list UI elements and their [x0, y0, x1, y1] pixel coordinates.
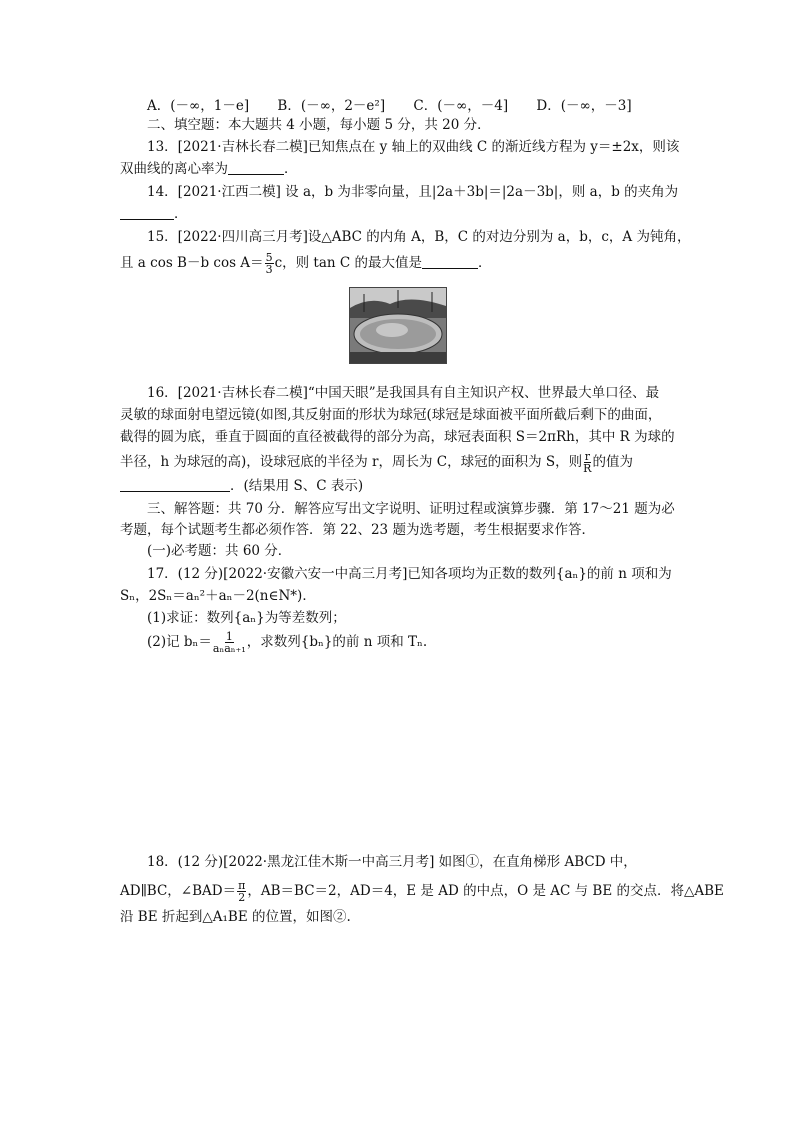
q12-options: [147, 97, 632, 115]
q18-line3: 沿 BE 折起到△A₁BE 的位置，如图②.: [120, 909, 351, 925]
q17-part2-post: ，求数列{bₙ}的前 n 项和 Tₙ.: [246, 634, 428, 650]
q13-line2: 双曲线的离心率为 ．: [120, 161, 298, 177]
q17-line1: 17．(12 分)[2022·安徽六安一中高三月考]已知各项均为正数的数列{aₙ}的前 n 项和为: [147, 566, 672, 582]
q16-fraction: [583, 451, 591, 474]
q18-text-post: ，AB＝BC＝2，AD＝4，E 是 AD 的中点，O 是 AC 与 BE 的交点．将△ABE: [247, 883, 724, 899]
q16-answer-blank: [120, 478, 230, 492]
q17-frac-den: aₙaₙ₊₁: [212, 642, 246, 655]
q13-line1: 13．[2021·吉林长春二模]已知焦点在 y 轴上的双曲线 C 的渐近线方程为 y＝±2x，则该: [147, 139, 680, 155]
q17-part2: [147, 631, 427, 654]
q18-fraction: [237, 880, 246, 903]
section3-sub: (一)必考题：共 60 分．: [147, 543, 292, 559]
telescope-image: [350, 288, 446, 363]
q16-frac-num: r: [584, 450, 590, 463]
q16-line3: 截得的圆为底，垂直于圆面的直径被截得的部分为高，球冠表面积 S＝2πRh，其中 R 为球的: [120, 429, 675, 445]
q18-frac-den: 2: [238, 891, 246, 904]
q17-part1: (1)求证：数列{aₙ}为等差数列；: [147, 610, 346, 626]
section3-heading1: 三、解答题：共 70 分．解答应写出文字说明、证明过程或演算步骤．第 17～21 题为必: [147, 501, 675, 517]
q16-line4: [120, 451, 633, 474]
section3-heading2: 考题，每个试题考生都必须作答．第 22、23 题为选考题，考生根据要求作答．: [120, 522, 595, 538]
q15-line1: 15．[2022·四川高三月考]设△ABC 的内角 A，B，C 的对边分别为 a，b，c，A 为钝角，: [147, 229, 691, 245]
q12-option-c: C．(－∞，－4]: [413, 98, 509, 114]
q12-option-d: D．(－∞，－3]: [536, 98, 632, 114]
q16-text-pre: 半径，h 为球冠的高)，设球冠底的半径为 r，周长为 C，球冠的面积为 S，则: [120, 454, 583, 470]
q18-frac-num: π: [238, 879, 246, 892]
q18-line1: 18．(12 分)[2022·黑龙江佳木斯一中高三月考] 如图①，在直角梯形 ABCD 中，: [147, 854, 637, 870]
q14-line2: [120, 205, 188, 223]
q18-text-pre: AD∥BC，∠BAD＝: [120, 883, 237, 899]
q16-line1: 16．[2021·吉林长春二模]“中国天眼”是我国具有自主知识产权、世界最大单口径、最: [147, 385, 660, 401]
q14-answer-blank: [120, 206, 174, 220]
q15-fraction: [265, 252, 274, 275]
q12-option-a: A．(－∞，1－e]: [147, 98, 250, 114]
q16-note: ．(结果用 S、C 表示): [230, 478, 364, 494]
q15-text-post: c，则 tan C 的最大值是: [274, 255, 422, 271]
q12-option-b: B．(－∞，2－e²]: [277, 98, 386, 114]
q17-fraction: [213, 631, 246, 654]
q15-text-pre: 且 a cos B－b cos A＝: [120, 255, 264, 271]
q13-answer-blank: [228, 161, 284, 175]
q15-period: ．: [478, 255, 492, 271]
q17-frac-num: 1: [225, 630, 233, 643]
q15-answer-blank: [422, 255, 478, 269]
q15-frac-num: 5: [265, 251, 273, 264]
q15-line2: [120, 252, 492, 275]
q16-line2: 灵敏的球面射电望远镜(如图,其反射面的形状为球冠(球冠是球面被平面所截后剩下的曲面，: [120, 407, 662, 423]
q18-line2: [120, 880, 724, 903]
section2-heading: 二、填空题：本大题共 4 小题，每小题 5 分，共 20 分．: [147, 117, 491, 133]
q13-text: 双曲线的离心率为: [120, 161, 228, 177]
q17-line2: Sₙ，2Sₙ＝aₙ²＋aₙ－2(n∈N*)．: [120, 588, 316, 604]
q14-period: ．: [174, 206, 188, 222]
q17-part2-pre: (2)记 bₙ＝: [147, 634, 212, 650]
q16-text-post: 的值为: [592, 454, 633, 470]
q16-frac-den: R: [583, 462, 592, 475]
q15-frac-den: 3: [265, 263, 273, 276]
fast-telescope-photo: [349, 287, 447, 364]
q16-line5: [120, 477, 363, 495]
q14-line1: 14．[2021·江西二模] 设 a，b 为非零向量，且|2a＋3b|＝|2a－3b|，则 a，b 的夹角为: [147, 184, 679, 200]
